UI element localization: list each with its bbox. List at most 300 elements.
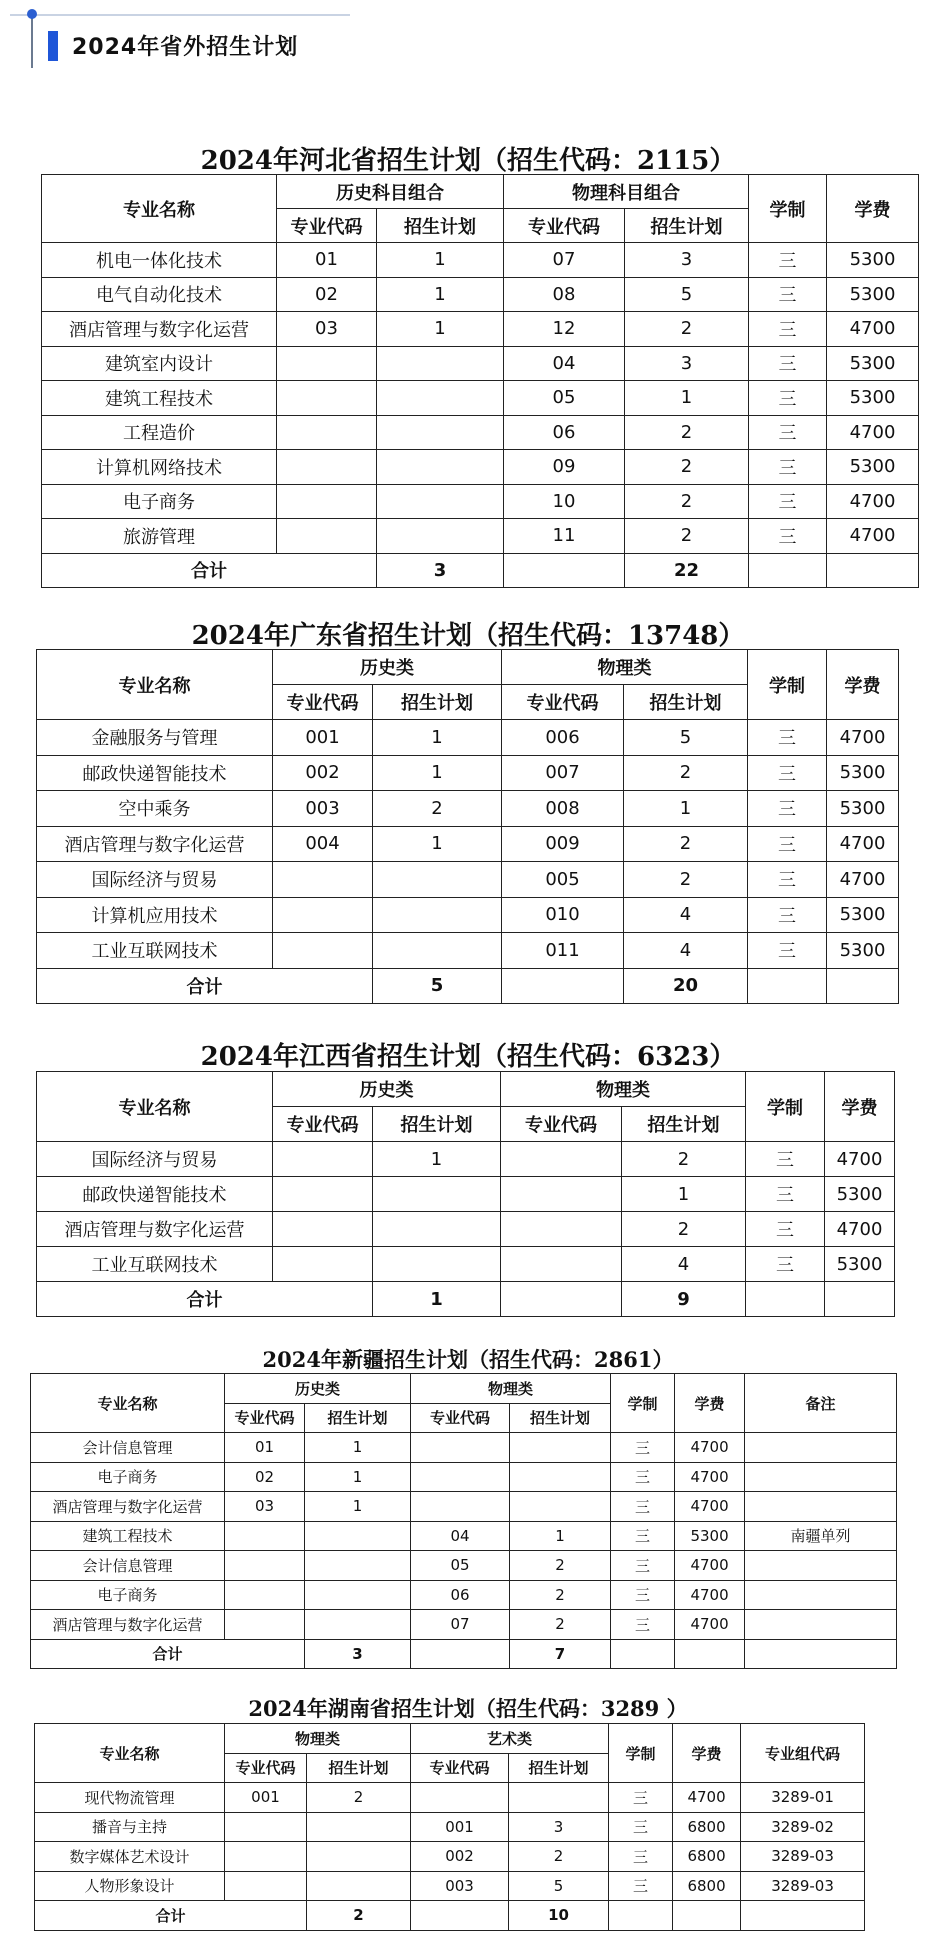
total-group-1: 3	[305, 1639, 411, 1669]
cell-plan: 1	[305, 1433, 411, 1463]
empty-cell	[825, 1282, 895, 1317]
empty-cell	[746, 1282, 825, 1317]
total-group-1: 1	[373, 1282, 501, 1317]
decor-line-vertical	[31, 14, 33, 68]
table-row	[35, 1812, 865, 1842]
cell-plan: 2	[510, 1610, 611, 1640]
cell-years: 三	[609, 1783, 673, 1813]
cell-years: 三	[749, 484, 827, 519]
cell-code	[411, 1783, 509, 1813]
total-group-2: 10	[509, 1901, 609, 1931]
cell-major: 工业互联网技术	[37, 1247, 273, 1282]
col-header-major: 专业名称	[42, 175, 277, 243]
cell-major: 计算机网络技术	[42, 450, 277, 485]
cell-code: 009	[502, 826, 624, 862]
cell-code: 003	[411, 1871, 509, 1901]
cell-major: 电子商务	[31, 1462, 225, 1492]
cell-code: 03	[225, 1492, 305, 1522]
cell-code: 001	[273, 720, 373, 756]
group-header-2: 物理类	[411, 1374, 611, 1404]
cell-major: 机电一体化技术	[42, 243, 277, 278]
table-row	[35, 1783, 865, 1813]
cell-code: 004	[273, 826, 373, 862]
cell-plan	[373, 1212, 501, 1247]
total-label: 合计	[37, 968, 373, 1004]
cell-plan	[377, 519, 504, 554]
cell-plan	[377, 346, 504, 381]
cell-plan: 4	[622, 1247, 746, 1282]
cell-extra	[745, 1610, 897, 1640]
cell-years: 三	[746, 1142, 825, 1177]
cell-plan: 2	[625, 484, 749, 519]
empty-cell	[609, 1901, 673, 1931]
cell-code: 12	[504, 312, 625, 347]
group-header-1: 历史类	[225, 1374, 411, 1404]
cell-fee: 4700	[827, 312, 919, 347]
group-header-2: 物理科目组合	[504, 175, 749, 209]
table-title-hunan: 2024年湖南省招生计划（招生代码：3289 ）	[248, 1696, 688, 1721]
table-hebei	[41, 174, 919, 588]
cell-fee: 6800	[673, 1812, 741, 1842]
cell-plan: 1	[377, 243, 504, 278]
cell-plan: 5	[509, 1871, 609, 1901]
cell-major: 工程造价	[42, 415, 277, 450]
table-row	[42, 346, 919, 381]
group-header-1: 历史类	[273, 1072, 501, 1107]
table-row	[42, 243, 919, 278]
cell-years: 三	[749, 312, 827, 347]
col-header-group-code: 专业组代码	[741, 1724, 865, 1783]
cell-code	[501, 1247, 622, 1282]
col-header-years: 学制	[748, 650, 827, 720]
cell-fee: 5300	[825, 1177, 895, 1212]
cell-code	[273, 897, 373, 933]
group-header-1: 物理类	[225, 1724, 411, 1754]
col-header-plan: 招生计划	[624, 685, 748, 720]
cell-code: 010	[502, 897, 624, 933]
cell-plan: 2	[307, 1783, 411, 1813]
cell-fee: 4700	[675, 1580, 745, 1610]
cell-years: 三	[611, 1433, 675, 1463]
heading-accent-bar	[48, 31, 58, 61]
cell-fee: 4700	[827, 484, 919, 519]
cell-fee: 5300	[827, 381, 919, 416]
col-header-years: 学制	[749, 175, 827, 243]
cell-fee: 4700	[675, 1492, 745, 1522]
cell-years: 三	[609, 1812, 673, 1842]
cell-code	[225, 1610, 305, 1640]
cell-major: 播音与主持	[35, 1812, 225, 1842]
col-header-major: 专业名称	[35, 1724, 225, 1783]
cell-extra	[745, 1580, 897, 1610]
cell-major: 工业互联网技术	[37, 933, 273, 969]
table-row	[37, 933, 899, 969]
cell-major: 国际经济与贸易	[37, 862, 273, 898]
group-header-2: 物理类	[501, 1072, 746, 1107]
table-title-jiangxi: 2024年江西省招生计划（招生代码：6323）	[200, 1042, 736, 1072]
cell-extra: 3289-01	[741, 1783, 865, 1813]
cell-plan	[305, 1580, 411, 1610]
cell-plan: 4	[624, 897, 748, 933]
cell-fee: 5300	[827, 897, 899, 933]
col-header-code: 专业代码	[225, 1753, 307, 1783]
total-group-1: 5	[373, 968, 502, 1004]
cell-code: 001	[225, 1783, 307, 1813]
empty-cell	[827, 968, 899, 1004]
cell-plan: 2	[625, 519, 749, 554]
cell-fee: 4700	[827, 519, 919, 554]
cell-plan: 3	[509, 1812, 609, 1842]
cell-plan: 2	[624, 862, 748, 898]
cell-code	[501, 1177, 622, 1212]
cell-major: 酒店管理与数字化运营	[37, 1212, 273, 1247]
cell-plan	[377, 484, 504, 519]
cell-code: 08	[504, 277, 625, 312]
cell-plan	[510, 1462, 611, 1492]
table-row	[31, 1462, 897, 1492]
table-row	[42, 312, 919, 347]
cell-code: 02	[277, 277, 377, 312]
cell-code	[225, 1580, 305, 1610]
cell-plan	[305, 1521, 411, 1551]
table-row	[42, 277, 919, 312]
empty-cell	[745, 1639, 897, 1669]
cell-fee: 5300	[827, 450, 919, 485]
cell-fee: 5300	[827, 277, 919, 312]
cell-code	[273, 1247, 373, 1282]
table-row	[35, 1871, 865, 1901]
cell-code	[225, 1812, 307, 1842]
col-header-years: 学制	[609, 1724, 673, 1783]
cell-years: 三	[748, 862, 827, 898]
cell-fee: 5300	[675, 1521, 745, 1551]
col-header-plan: 招生计划	[305, 1403, 411, 1433]
cell-code: 06	[411, 1580, 510, 1610]
cell-major: 建筑工程技术	[42, 381, 277, 416]
cell-extra: 3289-03	[741, 1842, 865, 1872]
cell-code	[501, 1212, 622, 1247]
cell-plan: 1	[373, 755, 502, 791]
cell-fee: 4700	[675, 1551, 745, 1581]
empty-cell	[501, 1282, 622, 1317]
col-header-fee: 学费	[827, 650, 899, 720]
cell-plan	[510, 1433, 611, 1463]
cell-code: 006	[502, 720, 624, 756]
cell-years: 三	[746, 1247, 825, 1282]
cell-plan: 3	[625, 346, 749, 381]
empty-cell	[611, 1639, 675, 1669]
cell-code	[225, 1521, 305, 1551]
cell-plan: 1	[377, 312, 504, 347]
cell-plan	[373, 1177, 501, 1212]
cell-code: 01	[225, 1433, 305, 1463]
cell-plan: 2	[509, 1842, 609, 1872]
col-header-plan: 招生计划	[377, 209, 504, 243]
cell-code: 07	[411, 1610, 510, 1640]
empty-cell	[673, 1901, 741, 1931]
cell-code: 09	[504, 450, 625, 485]
cell-code: 005	[502, 862, 624, 898]
cell-major: 计算机应用技术	[37, 897, 273, 933]
cell-fee: 5300	[827, 933, 899, 969]
cell-years: 三	[748, 897, 827, 933]
cell-plan: 1	[373, 826, 502, 862]
decor-line	[10, 14, 350, 16]
col-header-code: 专业代码	[273, 685, 373, 720]
cell-plan: 1	[377, 277, 504, 312]
cell-fee: 5300	[825, 1247, 895, 1282]
cell-code	[273, 1177, 373, 1212]
cell-fee: 4700	[675, 1462, 745, 1492]
empty-cell	[502, 968, 624, 1004]
cell-plan	[307, 1871, 411, 1901]
cell-major: 酒店管理与数字化运营	[37, 826, 273, 862]
cell-major: 金融服务与管理	[37, 720, 273, 756]
cell-fee: 4700	[827, 826, 899, 862]
cell-years: 三	[748, 791, 827, 827]
cell-plan: 2	[624, 826, 748, 862]
cell-fee: 4700	[827, 415, 919, 450]
cell-years: 三	[749, 346, 827, 381]
cell-code: 002	[273, 755, 373, 791]
col-header-plan: 招生计划	[307, 1753, 411, 1783]
cell-extra	[745, 1551, 897, 1581]
group-header-1: 历史类	[273, 650, 502, 685]
cell-plan: 2	[622, 1212, 746, 1247]
empty-cell	[411, 1901, 509, 1931]
table-row	[42, 519, 919, 554]
cell-years: 三	[746, 1212, 825, 1247]
empty-cell	[741, 1901, 865, 1931]
col-header-code: 专业代码	[277, 209, 377, 243]
cell-years: 三	[748, 755, 827, 791]
total-group-2: 22	[625, 553, 749, 588]
table-row	[42, 381, 919, 416]
cell-fee: 4700	[825, 1212, 895, 1247]
cell-code	[225, 1551, 305, 1581]
cell-plan: 1	[510, 1521, 611, 1551]
col-header-major: 专业名称	[37, 1072, 273, 1142]
cell-major: 人物形象设计	[35, 1871, 225, 1901]
cell-plan	[373, 933, 502, 969]
cell-major: 酒店管理与数字化运营	[42, 312, 277, 347]
col-header-fee: 学费	[673, 1724, 741, 1783]
col-header-fee: 学费	[825, 1072, 895, 1142]
cell-code: 11	[504, 519, 625, 554]
cell-plan: 1	[373, 720, 502, 756]
cell-code: 03	[277, 312, 377, 347]
col-header-plan: 招生计划	[510, 1403, 611, 1433]
cell-years: 三	[746, 1177, 825, 1212]
cell-major: 国际经济与贸易	[37, 1142, 273, 1177]
cell-extra: 3289-03	[741, 1871, 865, 1901]
cell-plan	[377, 381, 504, 416]
cell-years: 三	[611, 1610, 675, 1640]
cell-code	[501, 1142, 622, 1177]
group-header-1: 历史科目组合	[277, 175, 504, 209]
table-xinjiang	[30, 1373, 897, 1669]
cell-years: 三	[749, 243, 827, 278]
table-row	[37, 1142, 895, 1177]
group-header-2: 物理类	[502, 650, 748, 685]
col-header-fee: 学费	[675, 1374, 745, 1433]
cell-fee: 6800	[673, 1871, 741, 1901]
cell-years: 三	[749, 519, 827, 554]
cell-code	[225, 1871, 307, 1901]
cell-plan: 4	[624, 933, 748, 969]
empty-cell	[748, 968, 827, 1004]
col-header-code: 专业代码	[504, 209, 625, 243]
cell-plan: 5	[624, 720, 748, 756]
cell-code	[273, 1212, 373, 1247]
cell-major: 会计信息管理	[31, 1433, 225, 1463]
table-title-hebei: 2024年河北省招生计划（招生代码：2115）	[200, 146, 736, 176]
table-row	[31, 1492, 897, 1522]
cell-plan	[307, 1842, 411, 1872]
cell-years: 三	[611, 1521, 675, 1551]
cell-plan: 2	[625, 415, 749, 450]
cell-major: 会计信息管理	[31, 1551, 225, 1581]
empty-cell	[675, 1639, 745, 1669]
table-row	[37, 1247, 895, 1282]
cell-extra	[745, 1462, 897, 1492]
cell-years: 三	[748, 720, 827, 756]
cell-plan: 1	[622, 1177, 746, 1212]
table-row	[37, 720, 899, 756]
cell-code	[277, 519, 377, 554]
cell-code	[225, 1842, 307, 1872]
cell-major: 现代物流管理	[35, 1783, 225, 1813]
cell-code	[273, 1142, 373, 1177]
cell-code	[277, 415, 377, 450]
cell-major: 数字媒体艺术设计	[35, 1842, 225, 1872]
cell-code	[411, 1462, 510, 1492]
cell-major: 电子商务	[42, 484, 277, 519]
cell-plan	[307, 1812, 411, 1842]
cell-fee: 4700	[827, 862, 899, 898]
table-row	[31, 1610, 897, 1640]
cell-extra	[745, 1433, 897, 1463]
cell-plan: 2	[624, 755, 748, 791]
cell-major: 邮政快递智能技术	[37, 1177, 273, 1212]
col-header-fee: 学费	[827, 175, 919, 243]
cell-extra: 3289-02	[741, 1812, 865, 1842]
cell-fee: 5300	[827, 755, 899, 791]
cell-code: 011	[502, 933, 624, 969]
cell-plan	[510, 1492, 611, 1522]
cell-major: 酒店管理与数字化运营	[31, 1492, 225, 1522]
table-row	[37, 862, 899, 898]
cell-code: 07	[504, 243, 625, 278]
table-jiangxi	[36, 1071, 895, 1317]
total-group-1: 3	[377, 553, 504, 588]
cell-major: 邮政快递智能技术	[37, 755, 273, 791]
cell-code	[273, 933, 373, 969]
cell-code	[273, 862, 373, 898]
cell-years: 三	[611, 1492, 675, 1522]
cell-code: 05	[504, 381, 625, 416]
cell-plan	[377, 415, 504, 450]
cell-fee: 5300	[827, 243, 919, 278]
col-header-plan: 招生计划	[622, 1107, 746, 1142]
cell-extra: 南疆单列	[745, 1521, 897, 1551]
total-label: 合计	[42, 553, 377, 588]
col-header-plan: 招生计划	[373, 685, 502, 720]
col-header-code: 专业代码	[411, 1753, 509, 1783]
cell-code: 008	[502, 791, 624, 827]
table-row	[35, 1842, 865, 1872]
cell-years: 三	[749, 415, 827, 450]
cell-code: 02	[225, 1462, 305, 1492]
cell-plan: 1	[625, 381, 749, 416]
table-row	[42, 415, 919, 450]
cell-code: 003	[273, 791, 373, 827]
total-group-2: 7	[510, 1639, 611, 1669]
col-header-note: 备注	[745, 1374, 897, 1433]
cell-plan	[305, 1610, 411, 1640]
empty-cell	[749, 553, 827, 588]
cell-years: 三	[749, 277, 827, 312]
table-row	[37, 897, 899, 933]
cell-plan: 2	[373, 791, 502, 827]
cell-years: 三	[609, 1871, 673, 1901]
total-label: 合计	[35, 1901, 307, 1931]
table-title-xinjiang: 2024年新疆招生计划（招生代码：2861）	[262, 1347, 674, 1372]
total-group-2: 20	[624, 968, 748, 1004]
cell-major: 建筑工程技术	[31, 1521, 225, 1551]
cell-code	[411, 1433, 510, 1463]
cell-code	[277, 381, 377, 416]
col-header-code: 专业代码	[225, 1403, 305, 1433]
col-header-plan: 招生计划	[373, 1107, 501, 1142]
cell-fee: 4700	[675, 1433, 745, 1463]
cell-major: 电子商务	[31, 1580, 225, 1610]
cell-years: 三	[611, 1551, 675, 1581]
cell-code	[277, 484, 377, 519]
cell-plan	[373, 1247, 501, 1282]
page-title: 2024年省外招生计划	[72, 35, 299, 60]
cell-major: 空中乘务	[37, 791, 273, 827]
col-header-major: 专业名称	[31, 1374, 225, 1433]
cell-major: 建筑室内设计	[42, 346, 277, 381]
cell-years: 三	[748, 933, 827, 969]
table-row	[31, 1521, 897, 1551]
cell-plan: 2	[622, 1142, 746, 1177]
col-header-plan: 招生计划	[625, 209, 749, 243]
cell-major: 酒店管理与数字化运营	[31, 1610, 225, 1640]
col-header-major: 专业名称	[37, 650, 273, 720]
cell-plan	[305, 1551, 411, 1581]
decor-dot	[27, 9, 37, 19]
cell-plan: 1	[624, 791, 748, 827]
cell-plan: 3	[625, 243, 749, 278]
cell-years: 三	[609, 1842, 673, 1872]
col-header-code: 专业代码	[273, 1107, 373, 1142]
cell-plan: 2	[510, 1580, 611, 1610]
cell-fee: 5300	[827, 791, 899, 827]
cell-code: 007	[502, 755, 624, 791]
total-label: 合计	[37, 1282, 373, 1317]
cell-code: 002	[411, 1842, 509, 1872]
cell-code: 10	[504, 484, 625, 519]
cell-fee: 6800	[673, 1842, 741, 1872]
cell-plan: 2	[510, 1551, 611, 1581]
col-header-code: 专业代码	[501, 1107, 622, 1142]
table-row	[37, 826, 899, 862]
col-header-years: 学制	[611, 1374, 675, 1433]
cell-fee: 4700	[827, 720, 899, 756]
cell-code	[411, 1492, 510, 1522]
